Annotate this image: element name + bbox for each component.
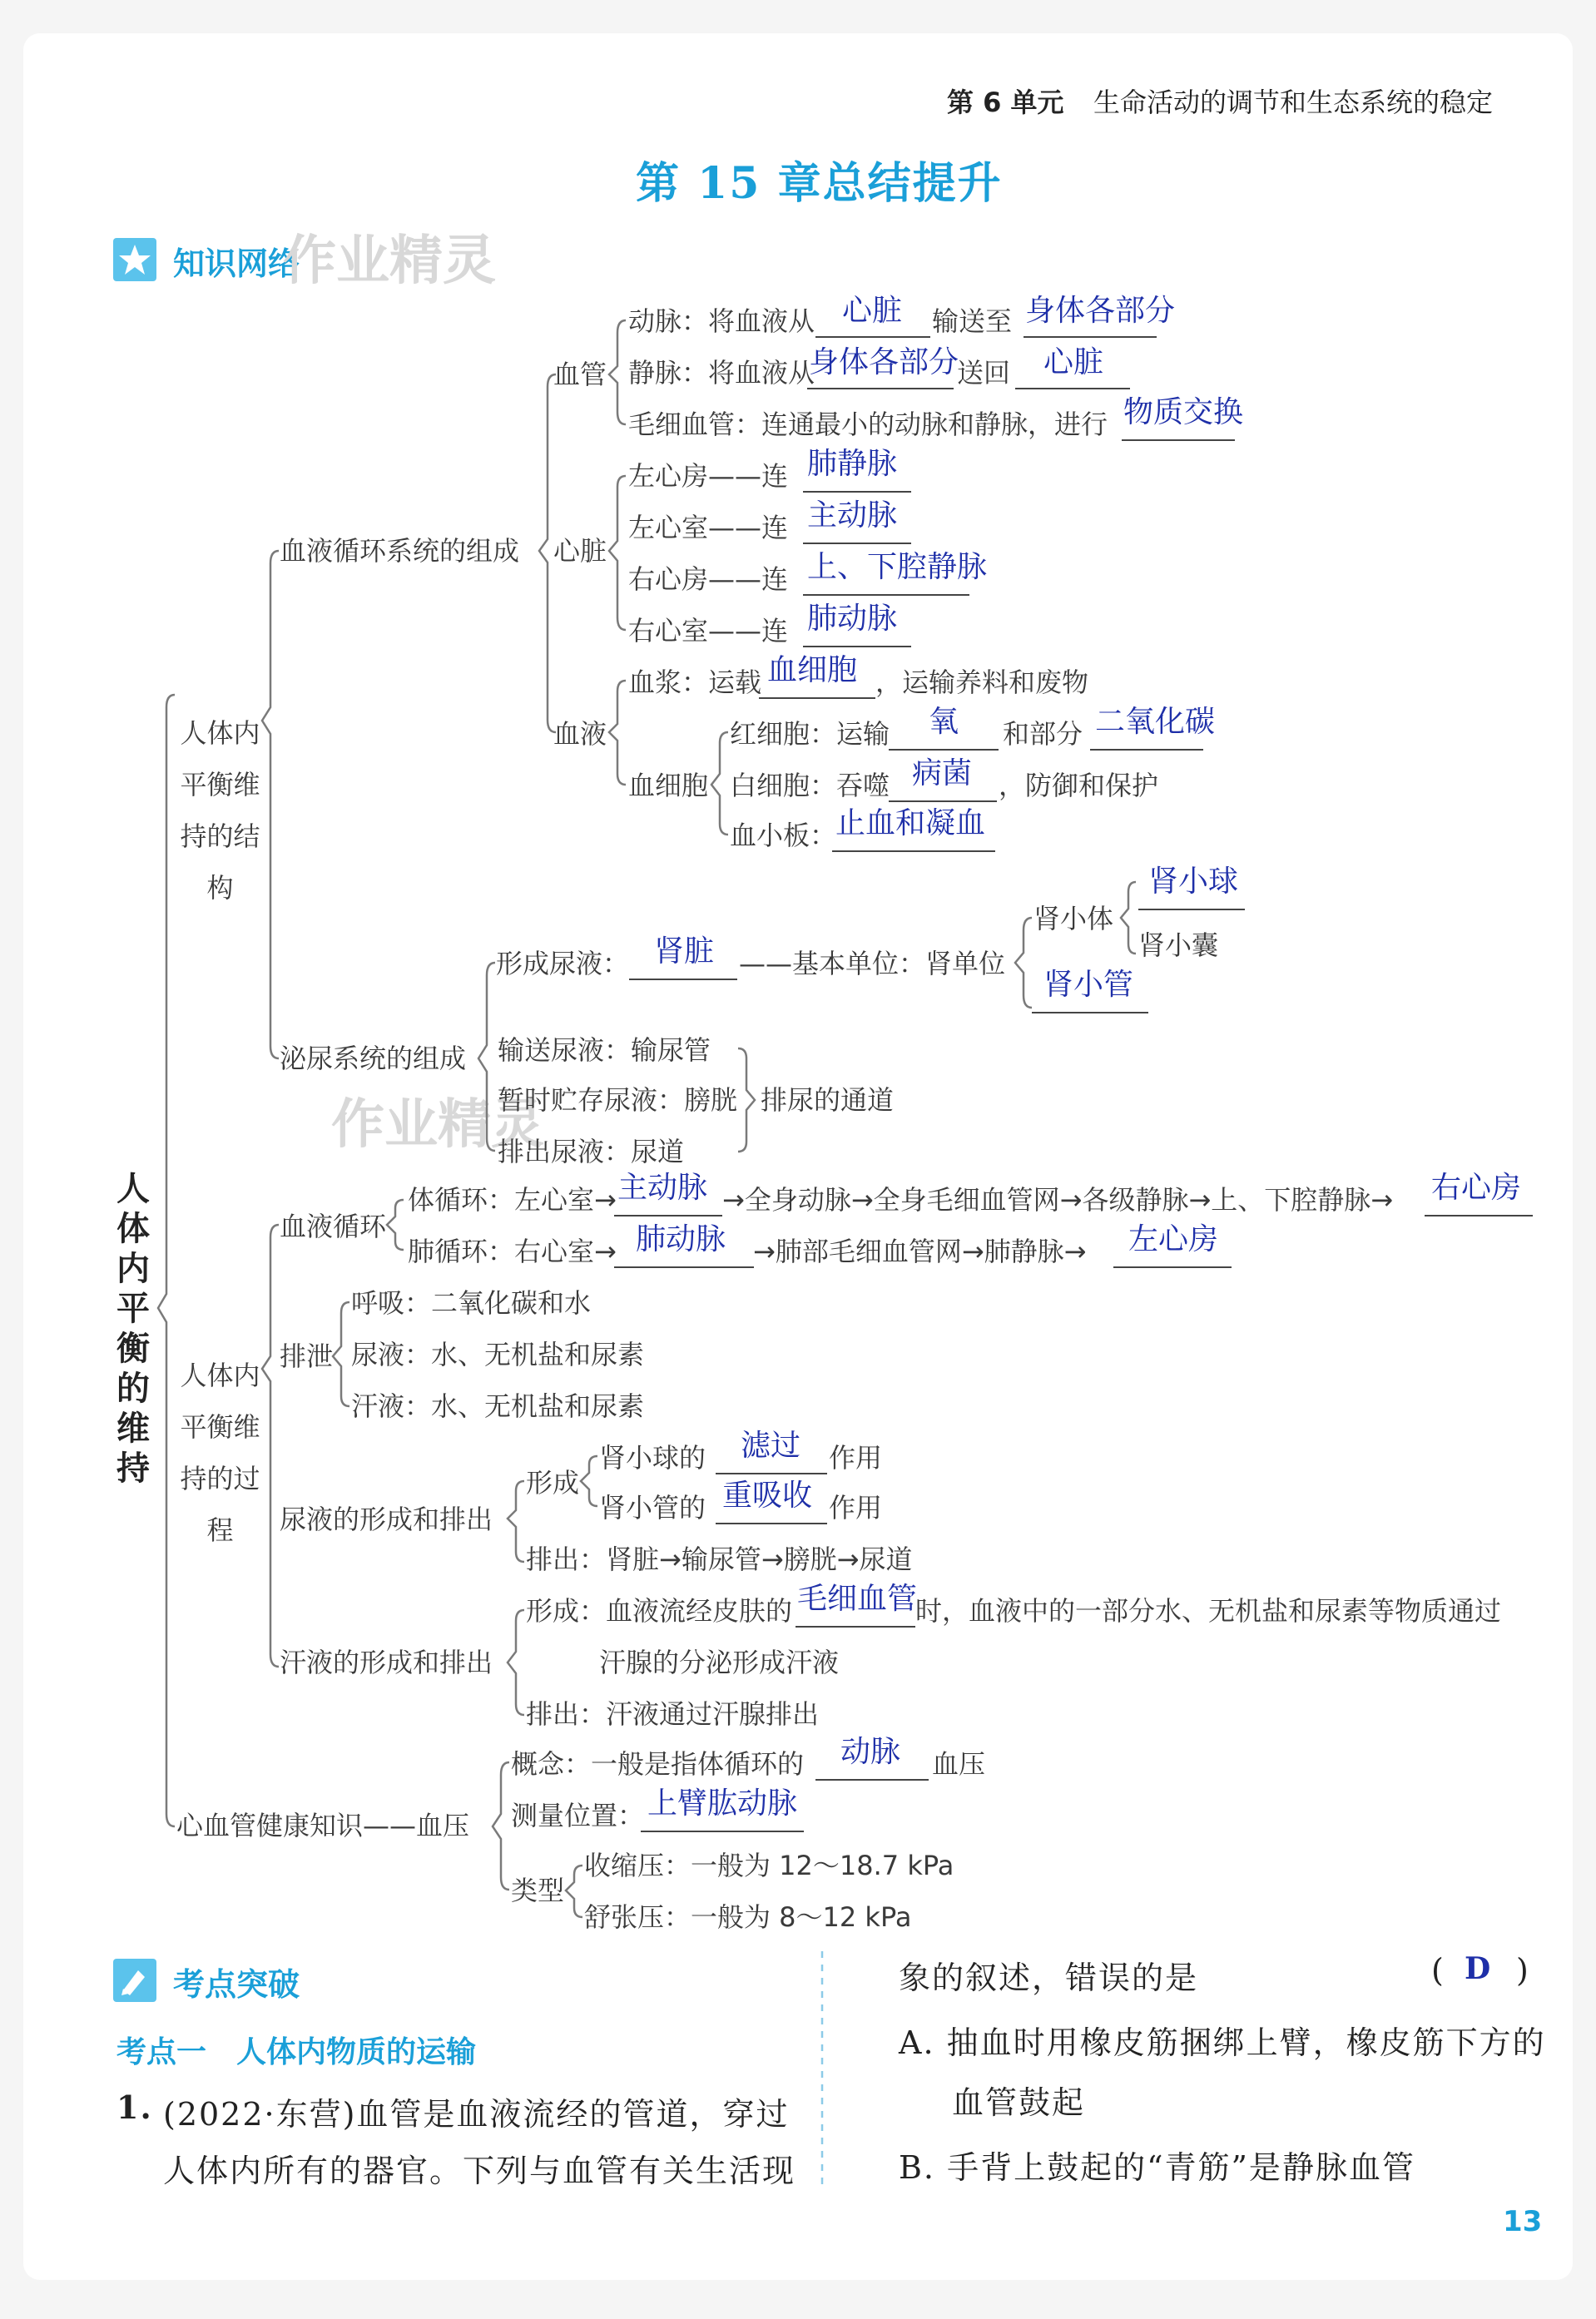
right-atrium: 右心房——连 (628, 563, 789, 595)
blood-label: 血液 (553, 718, 607, 750)
systemic-answer-1: 主动脉 (617, 1171, 708, 1205)
urine-out: 排出：肾脏→输尿管→膀胱→尿道 (526, 1544, 913, 1575)
right-atrium-answer: 上、下腔静脉 (807, 550, 988, 584)
blank-underline (716, 1473, 827, 1474)
sweat-process-label: 汗液的形成和排出 (280, 1647, 493, 1678)
option-a-line-1: A. 抽血时用橡皮筋捆绑上臂，橡皮筋下方的 (899, 2024, 1546, 2061)
bp-concept-answer: 动脉 (840, 1735, 901, 1769)
tubule-text: 肾小管的 (599, 1492, 706, 1524)
wbc-text-b: ，防御和保护 (999, 770, 1159, 801)
blank-underline (641, 1831, 804, 1832)
capillary-text: 毛细血管：连通最小的动脉和静脉，进行 (628, 409, 1108, 440)
urine-passage: 排尿的通道 (761, 1084, 895, 1116)
branch-process: 人体内平衡维持的过程 (180, 1360, 260, 1546)
artery-answer-2: 身体各部分 (1025, 294, 1176, 328)
transport-urine: 输送尿液：输尿管 (498, 1034, 711, 1066)
artery-text: 动脉：将血液从 (628, 305, 815, 337)
urinary-system-label: 泌尿系统的组成 (280, 1043, 467, 1074)
left-ventricle-answer: 主动脉 (807, 498, 898, 533)
store-urine: 暂时贮存尿液：膀胱 (498, 1084, 738, 1116)
blank-underline (1425, 1215, 1533, 1216)
pulmonary-answer-1: 肺动脉 (636, 1222, 726, 1256)
rbc-answer-2: 二氧化碳 (1095, 705, 1216, 739)
option-b: B. 手背上鼓起的“青筋”是静脉血管 (899, 2149, 1415, 2186)
vein-answer-1: 身体各部分 (809, 345, 959, 379)
blank-underline (1138, 909, 1245, 910)
platelet-answer: 止血和凝血 (835, 806, 986, 840)
urine-formation-text: 形成尿液： (496, 948, 630, 979)
rbc-text-b: 和部分 (1003, 718, 1083, 750)
answer-paren-left: ( (1431, 1952, 1445, 1989)
expel-urine: 排出尿液：尿道 (498, 1136, 685, 1167)
blank-underline (803, 594, 969, 596)
excretion-breath: 呼吸：二氧化碳和水 (351, 1287, 592, 1319)
blank-underline (803, 543, 911, 544)
vein-text: 静脉：将血液从 (628, 357, 815, 389)
systemic-text: 体循环：左心室→ (408, 1184, 617, 1216)
exam-points-label: 考点突破 (173, 1966, 300, 2003)
heart-label: 心脏 (553, 535, 607, 567)
plasma-text-b: ，运输养料和废物 (875, 666, 1089, 698)
question-number: 1. (116, 2089, 153, 2126)
excretion-urine: 尿液：水、无机盐和尿素 (351, 1339, 645, 1370)
blank-underline (759, 697, 875, 699)
watermark: 作业精灵 (331, 1094, 544, 1156)
formation-label: 形成 (526, 1467, 580, 1499)
blank-underline (803, 646, 911, 647)
blank-underline (614, 1266, 754, 1268)
plasma-answer: 血细胞 (767, 653, 858, 687)
question-line-2: 人体内所有的器官。下列与血管有关生活现 (163, 2153, 796, 2189)
answer-paren-right: ) (1516, 1952, 1530, 1989)
glomerulus-answer: 肾小球 (1148, 865, 1239, 899)
blank-underline (815, 1779, 929, 1781)
rbc-answer-1: 氧 (929, 705, 959, 739)
bowman-capsule: 肾小囊 (1138, 929, 1219, 961)
knowledge-network-label: 知识网络 (173, 245, 300, 282)
systemic-answer-2: 右心房 (1431, 1171, 1522, 1205)
blank-underline (807, 388, 954, 389)
excretion-sweat: 汗液：水、无机盐和尿素 (351, 1390, 645, 1422)
exam-point-1-title: 考点一 人体内物质的运输 (116, 2035, 477, 2069)
bp-measure-answer: 上臂肱动脉 (647, 1786, 798, 1821)
capillary-answer: 物质交换 (1123, 395, 1244, 429)
blank-underline (815, 336, 930, 338)
wbc-text: 白细胞：吞噬 (730, 770, 890, 801)
blood-cells-label: 血细胞 (628, 770, 709, 801)
mindmap-root: 人体内平衡的维持 (116, 1169, 150, 1488)
blank-underline (803, 491, 911, 493)
left-atrium-answer: 肺静脉 (807, 447, 898, 481)
right-ventricle: 右心室——连 (628, 615, 789, 647)
vein-text-b: 送回 (957, 357, 1011, 389)
blank-underline (1015, 388, 1130, 389)
tubule-reabsorb-answer: 重吸收 (722, 1479, 813, 1513)
unit-subtitle: 生命活动的调节和生态系统的稳定 (1093, 87, 1494, 118)
blank-underline (1090, 749, 1203, 751)
blank-underline (1113, 1266, 1232, 1268)
sweat-formation-text: 形成：血液流经皮肤的 (526, 1595, 793, 1627)
left-atrium: 左心房——连 (628, 460, 789, 492)
question-answer: D (1465, 1951, 1491, 1986)
right-ventricle-answer: 肺动脉 (807, 602, 898, 636)
blank-underline (796, 1626, 915, 1628)
circ-system-label: 血液循环系统的组成 (280, 535, 520, 567)
pulmonary-answer-2: 左心房 (1128, 1222, 1219, 1256)
rbc-text: 红细胞：运输 (730, 718, 890, 750)
vein-answer-2: 心脏 (1043, 345, 1104, 379)
excretion-label: 排泄 (280, 1340, 334, 1372)
urine-process-label: 尿液的形成和排出 (280, 1504, 493, 1535)
urine-formation-text-b: ——基本单位：肾单位 (739, 948, 1006, 979)
wbc-answer: 病菌 (912, 756, 973, 790)
sweat-formation-text-b: 时，血液中的一部分水、无机盐和尿素等物质通过 (915, 1595, 1502, 1627)
question-line-3: 象的叙述，错误的是 (899, 1960, 1199, 1996)
glomerulus-text: 肾小球的 (599, 1442, 706, 1474)
pulmonary-text-b: →肺部毛细血管网→肺静脉→ (753, 1236, 1087, 1267)
tubule-text-b: 作用 (829, 1492, 883, 1524)
pulmonary-text: 肺循环：右心室→ (408, 1236, 617, 1267)
exam-points-icon (113, 1959, 156, 2002)
diastolic-pressure: 舒张压：一般为 8～12 kPa (584, 1901, 912, 1933)
systolic-pressure: 收缩压：一般为 12～18.7 kPa (584, 1850, 954, 1881)
cv-health-label: 心血管健康知识——血压 (176, 1810, 470, 1841)
bp-measure-text: 测量位置： (511, 1800, 645, 1831)
blank-underline (716, 1523, 827, 1524)
sweat-formation-text-c: 汗腺的分泌形成汗液 (599, 1647, 840, 1678)
branch-structure: 人体内平衡维持的结构 (180, 717, 260, 904)
glomerulus-filter-answer: 滤过 (741, 1429, 801, 1463)
blank-underline (889, 749, 999, 751)
circulation-label: 血液循环 (280, 1211, 387, 1242)
question-line-1: (2022·东营)血管是血液流经的管道，穿过 (163, 2096, 790, 2133)
blood-vessel-label: 血管 (553, 359, 607, 390)
tubule-answer: 肾小管 (1043, 968, 1134, 1002)
platelet-text: 血小板： (730, 820, 837, 851)
glomerulus-text-b: 作用 (829, 1442, 883, 1474)
blank-underline (889, 800, 997, 802)
bp-concept-text: 概念：一般是指体循环的 (511, 1748, 805, 1780)
page-number: 13 (1503, 2205, 1543, 2238)
blank-underline (1122, 439, 1235, 441)
blank-underline (1032, 1012, 1148, 1013)
blank-underline (629, 979, 737, 980)
left-ventricle: 左心室——连 (628, 512, 789, 543)
bp-type-label: 类型 (511, 1875, 565, 1906)
blank-underline (832, 850, 995, 852)
artery-text-b: 输送至 (932, 305, 1013, 337)
sweat-out: 排出：汗液通过汗腺排出 (526, 1698, 820, 1730)
blank-underline (614, 1215, 722, 1216)
blank-underline (1024, 336, 1157, 338)
option-a-line-2: 血管鼓起 (952, 2084, 1086, 2121)
unit-label: 第 6 单元 (947, 87, 1064, 118)
bp-concept-text-b: 血压 (932, 1748, 986, 1780)
renal-corpuscle-label: 肾小体 (1033, 903, 1114, 934)
urine-formation-answer: 肾脏 (654, 934, 715, 969)
systemic-text-b: →全身动脉→全身毛细血管网→各级静脉→上、下腔静脉→ (722, 1184, 1394, 1216)
plasma-text: 血浆：运载 (628, 666, 762, 698)
watermark: 作业精灵 (283, 230, 496, 292)
artery-answer-1: 心脏 (842, 294, 903, 328)
sweat-formation-answer: 毛细血管 (797, 1582, 918, 1616)
page-title: 第 15 章总结提升 (636, 158, 1003, 209)
